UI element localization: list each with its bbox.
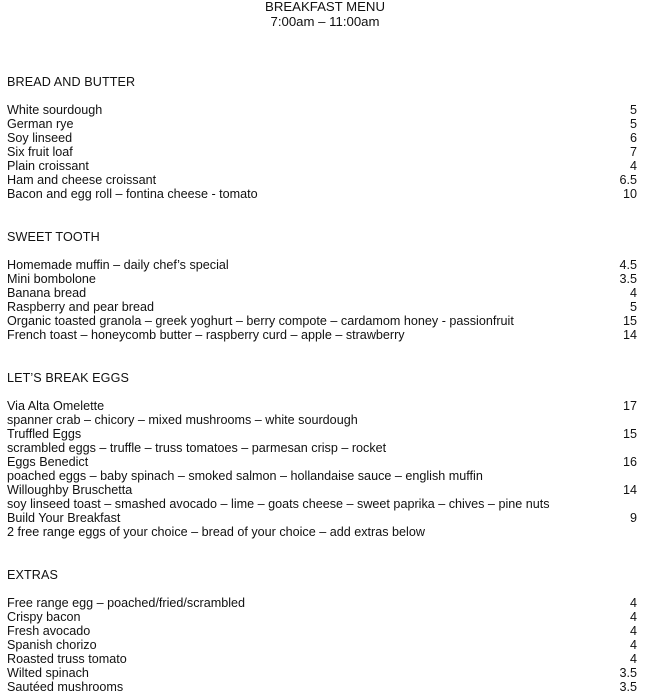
item-price: 15 [622, 314, 637, 328]
item-price: 15 [622, 427, 637, 441]
item-price: 4 [629, 638, 637, 652]
item-price: 4 [629, 286, 637, 300]
section-extras [7, 568, 637, 694]
item-name: Banana bread [7, 286, 87, 300]
menu-item [7, 145, 637, 159]
item-description [7, 525, 637, 539]
item-description [7, 497, 637, 511]
item-name: Willoughby Bruschetta [7, 483, 133, 497]
item-name: Spanish chorizo [7, 638, 97, 652]
menu-item [7, 173, 637, 187]
item-name: French toast – honeycomb butter – raspberry curd – apple – strawberry [7, 328, 405, 342]
item-name: Crispy bacon [7, 610, 81, 624]
item-price: 10 [622, 187, 637, 201]
menu-item [7, 511, 637, 525]
menu-item [7, 131, 637, 145]
item-price: 4.5 [619, 258, 637, 272]
section-title: EXTRAS [7, 568, 58, 582]
item-name: Raspberry and pear bread [7, 300, 155, 314]
item-price: 5 [629, 300, 637, 314]
menu-item [7, 624, 637, 638]
item-name: German rye [7, 117, 74, 131]
item-name: Soy linseed [7, 131, 73, 145]
item-price: 3.5 [619, 666, 637, 680]
item-price: 14 [622, 328, 637, 342]
menu-item [7, 666, 637, 680]
item-price: 6 [629, 131, 637, 145]
item-name: White sourdough [7, 103, 103, 117]
item-name: Bacon and egg roll – fontina cheese - tomato [7, 187, 258, 201]
menu-item [7, 300, 637, 314]
item-name: Plain croissant [7, 159, 89, 173]
section-bread-and-butter [7, 75, 637, 201]
item-name: Sautéed mushrooms [7, 680, 124, 694]
menu-item [7, 483, 637, 497]
item-price: 14 [622, 483, 637, 497]
item-description-text: scrambled eggs – truffle – truss tomatoes – parmesan crisp – rocket [7, 441, 387, 455]
item-price: 3.5 [619, 680, 637, 694]
item-name: Wilted spinach [7, 666, 89, 680]
item-price: 5 [629, 117, 637, 131]
menu-item [7, 455, 637, 469]
menu-item [7, 427, 637, 441]
item-description [7, 413, 637, 427]
menu-item [7, 328, 637, 342]
menu-item [7, 159, 637, 173]
menu-item [7, 652, 637, 666]
menu-item [7, 272, 637, 286]
item-name: Homemade muffin – daily chef’s special [7, 258, 229, 272]
item-price: 17 [622, 399, 637, 413]
menu-item [7, 117, 637, 131]
item-name: Mini bombolone [7, 272, 96, 286]
item-name: Via Alta Omelette [7, 399, 105, 413]
menu-item [7, 596, 637, 610]
item-description-text: spanner crab – chicory – mixed mushrooms – white sourdough [7, 413, 358, 427]
item-price: 4 [629, 652, 637, 666]
item-name: Build Your Breakfast [7, 511, 121, 525]
item-price: 4 [629, 610, 637, 624]
item-description-text: 2 free range eggs of your choice – bread of your choice – add extras below [7, 525, 425, 539]
section-title: LET’S BREAK EGGS [7, 371, 129, 385]
item-price: 9 [629, 511, 637, 525]
item-description [7, 469, 637, 483]
menu-header [0, 0, 650, 30]
item-description-text: poached eggs – baby spinach – smoked salmon – hollandaise sauce – english muffin [7, 469, 483, 483]
menu-item [7, 610, 637, 624]
item-description [7, 441, 637, 455]
item-description-text: soy linseed toast – smashed avocado – lime – goats cheese – sweet paprika – chives – pine nuts [7, 497, 550, 511]
menu-item [7, 638, 637, 652]
section-sweet-tooth [7, 230, 637, 342]
item-price: 4 [629, 624, 637, 638]
menu-item [7, 314, 637, 328]
item-price: 4 [629, 159, 637, 173]
item-price: 7 [629, 145, 637, 159]
menu-title: BREAKFAST MENU [265, 0, 385, 14]
item-price: 5 [629, 103, 637, 117]
menu-item [7, 103, 637, 117]
section-title: SWEET TOOTH [7, 230, 100, 244]
item-price: 4 [629, 596, 637, 610]
menu-item [7, 680, 637, 694]
menu-item [7, 399, 637, 413]
section-lets-break-eggs [7, 371, 637, 539]
menu-hours: 7:00am – 11:00am [270, 14, 380, 29]
item-name: Eggs Benedict [7, 455, 89, 469]
item-name: Fresh avocado [7, 624, 91, 638]
item-name: Six fruit loaf [7, 145, 73, 159]
item-price: 6.5 [619, 173, 637, 187]
section-title: BREAD AND BUTTER [7, 75, 136, 89]
item-name: Truffled Eggs [7, 427, 82, 441]
item-price: 3.5 [619, 272, 637, 286]
menu-item [7, 286, 637, 300]
item-name: Roasted truss tomato [7, 652, 127, 666]
item-name: Free range egg – poached/fried/scrambled [7, 596, 246, 610]
menu-item [7, 187, 637, 201]
item-price: 16 [622, 455, 637, 469]
item-name: Organic toasted granola – greek yoghurt – berry compote – cardamom honey - passionfruit [7, 314, 514, 328]
menu-item [7, 258, 637, 272]
item-name: Ham and cheese croissant [7, 173, 157, 187]
